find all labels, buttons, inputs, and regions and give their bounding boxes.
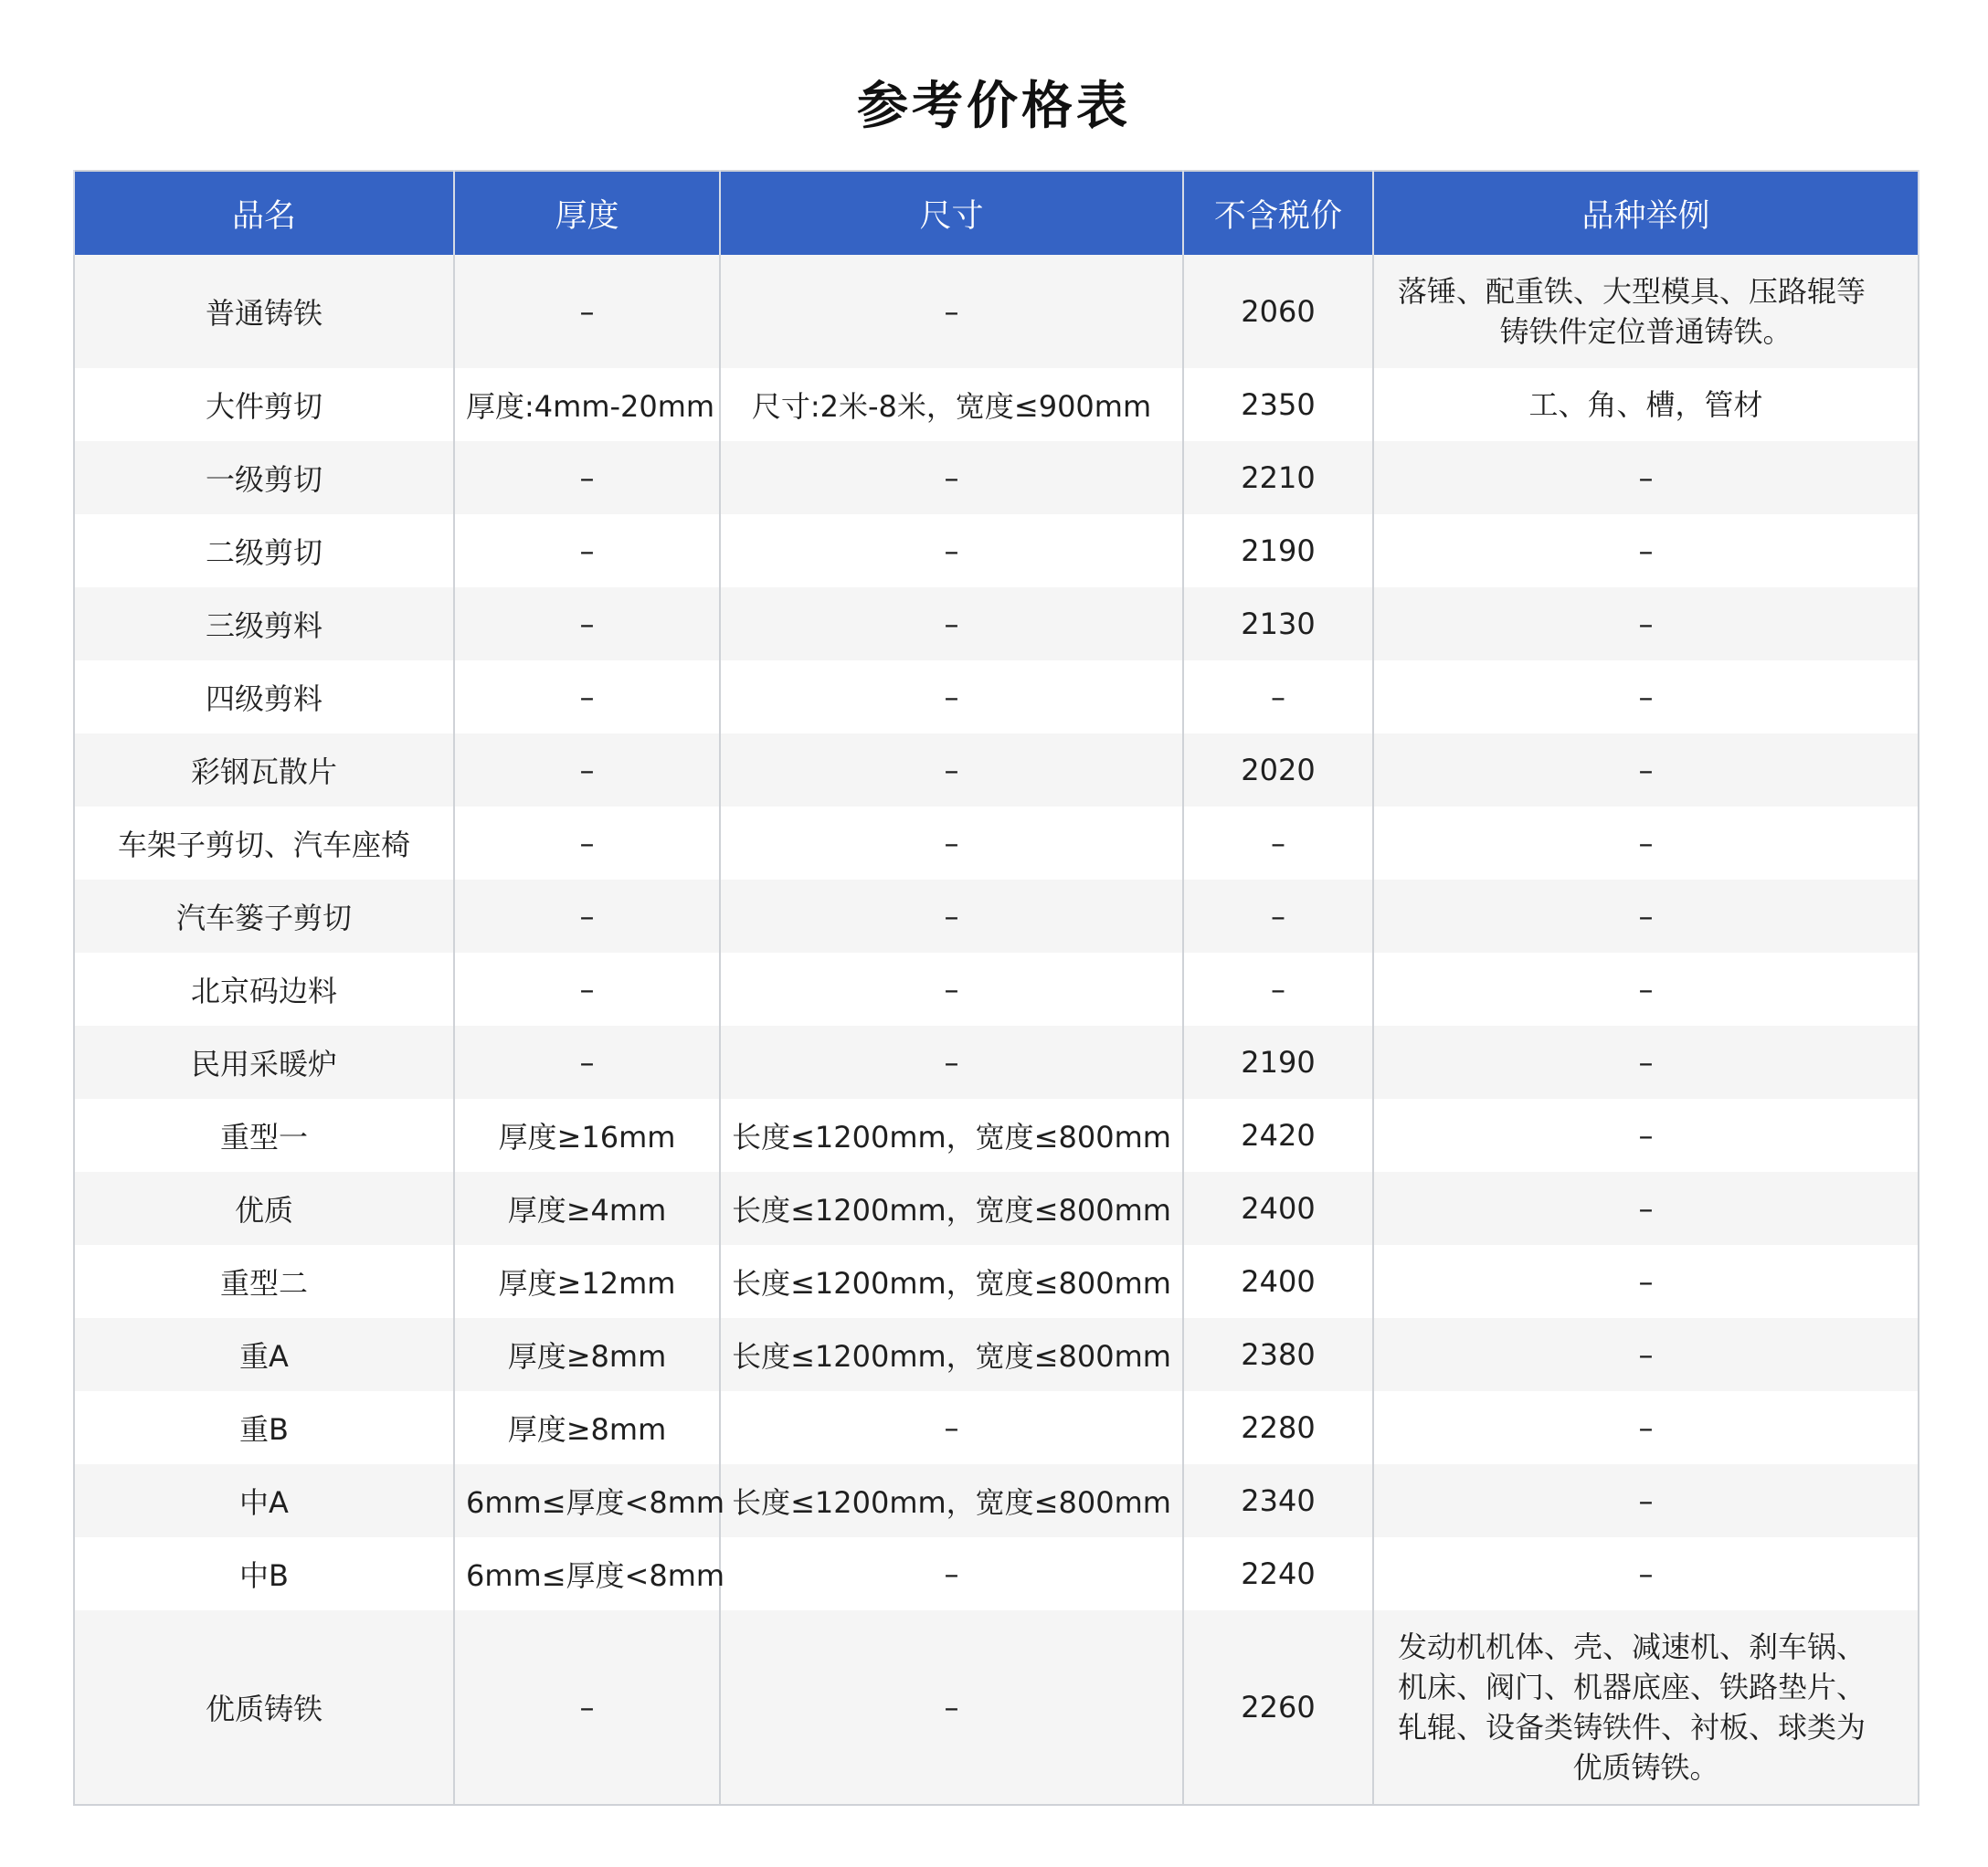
cell-examples: – (1373, 880, 1919, 953)
cell-thickness: – (454, 880, 720, 953)
cell-price: 2190 (1183, 514, 1373, 587)
cell-price: 2420 (1183, 1099, 1373, 1172)
cell-product-name: 优质铸铁 (74, 1610, 454, 1805)
cell-examples: – (1373, 807, 1919, 880)
cell-examples: – (1373, 1464, 1919, 1537)
cell-examples: 工、角、槽，管材 (1373, 368, 1919, 441)
cell-price: – (1183, 807, 1373, 880)
cell-thickness: – (454, 1610, 720, 1805)
header-product-name: 品名 (74, 171, 454, 255)
cell-thickness: 厚度≥12mm (454, 1245, 720, 1318)
cell-thickness: – (454, 441, 720, 514)
cell-product-name: 彩钢瓦散片 (74, 733, 454, 807)
table-row (74, 733, 1919, 807)
cell-size: 长度≤1200mm，宽度≤800mm (720, 1172, 1183, 1245)
cell-size: 长度≤1200mm，宽度≤800mm (720, 1099, 1183, 1172)
cell-examples: – (1373, 660, 1919, 733)
cell-thickness: 厚度≥4mm (454, 1172, 720, 1245)
cell-thickness: 6mm≤厚度<8mm (454, 1464, 720, 1537)
cell-product-name: 重B (74, 1391, 454, 1464)
cell-thickness: – (454, 660, 720, 733)
cell-product-name: 中B (74, 1537, 454, 1610)
cell-size: – (720, 1391, 1183, 1464)
cell-product-name: 中A (74, 1464, 454, 1537)
cell-size: – (720, 441, 1183, 514)
cell-product-name: 三级剪料 (74, 587, 454, 660)
cell-thickness: 厚度≥16mm (454, 1099, 720, 1172)
table-row (74, 441, 1919, 514)
cell-examples: – (1373, 441, 1919, 514)
table-row (74, 1245, 1919, 1318)
cell-price: 2130 (1183, 587, 1373, 660)
cell-examples: – (1373, 1537, 1919, 1610)
cell-thickness: – (454, 1026, 720, 1099)
table-row (74, 587, 1919, 660)
cell-price: 2210 (1183, 441, 1373, 514)
cell-product-name: 重型一 (74, 1099, 454, 1172)
header-price-excl-tax: 不含税价 (1183, 171, 1373, 255)
table-row (74, 660, 1919, 733)
cell-thickness: 厚度≥8mm (454, 1318, 720, 1391)
cell-size: – (720, 514, 1183, 587)
header-examples: 品种举例 (1373, 171, 1919, 255)
cell-price: 2060 (1183, 255, 1373, 368)
cell-price: 2340 (1183, 1464, 1373, 1537)
table-row (74, 807, 1919, 880)
table-row (74, 1172, 1919, 1245)
cell-thickness: – (454, 733, 720, 807)
cell-price: 2380 (1183, 1318, 1373, 1391)
cell-thickness: – (454, 807, 720, 880)
table-row (74, 1099, 1919, 1172)
cell-product-name: 汽车篓子剪切 (74, 880, 454, 953)
cell-size: 长度≤1200mm，宽度≤800mm (720, 1464, 1183, 1537)
cell-thickness: 6mm≤厚度<8mm (454, 1537, 720, 1610)
cell-product-name: 一级剪切 (74, 441, 454, 514)
cell-price: 2280 (1183, 1391, 1373, 1464)
cell-examples: 发动机机体、壳、减速机、刹车锅、机床、阀门、机器底座、铁路垫片、轧辊、设备类铸铁件、衬板、球类为优质铸铁。 (1373, 1610, 1919, 1805)
cell-examples: – (1373, 1099, 1919, 1172)
cell-price: 2260 (1183, 1610, 1373, 1805)
cell-product-name: 二级剪切 (74, 514, 454, 587)
cell-examples: 落锤、配重铁、大型模具、压路辊等铸铁件定位普通铸铁。 (1373, 255, 1919, 368)
table-row (74, 1537, 1919, 1610)
cell-product-name: 北京码边料 (74, 953, 454, 1026)
cell-examples: – (1373, 587, 1919, 660)
cell-size: 长度≤1200mm，宽度≤800mm (720, 1318, 1183, 1391)
cell-size: – (720, 1610, 1183, 1805)
table-row (74, 953, 1919, 1026)
cell-price: 2190 (1183, 1026, 1373, 1099)
cell-size: – (720, 1026, 1183, 1099)
cell-examples: – (1373, 1026, 1919, 1099)
cell-product-name: 四级剪料 (74, 660, 454, 733)
table-row (74, 1464, 1919, 1537)
cell-size: – (720, 880, 1183, 953)
table-row (74, 368, 1919, 441)
cell-price: – (1183, 953, 1373, 1026)
header-thickness: 厚度 (454, 171, 720, 255)
cell-product-name: 车架子剪切、汽车座椅 (74, 807, 454, 880)
table-header-row (74, 171, 1919, 255)
table-row (74, 1318, 1919, 1391)
cell-examples: – (1373, 1172, 1919, 1245)
cell-size: 尺寸:2米-8米，宽度≤900mm (720, 368, 1183, 441)
cell-price: – (1183, 660, 1373, 733)
cell-examples: – (1373, 1318, 1919, 1391)
cell-examples: – (1373, 953, 1919, 1026)
cell-price: 2240 (1183, 1537, 1373, 1610)
cell-product-name: 优质 (74, 1172, 454, 1245)
cell-thickness: – (454, 255, 720, 368)
cell-thickness: 厚度≥8mm (454, 1391, 720, 1464)
cell-size: – (720, 953, 1183, 1026)
cell-price: 2350 (1183, 368, 1373, 441)
table-row (74, 1610, 1919, 1805)
cell-price: – (1183, 880, 1373, 953)
cell-examples: – (1373, 514, 1919, 587)
page-title: 参考价格表 (857, 77, 1131, 136)
cell-size: – (720, 733, 1183, 807)
cell-size: – (720, 660, 1183, 733)
table-row (74, 880, 1919, 953)
table-row (74, 514, 1919, 587)
cell-size: – (720, 807, 1183, 880)
cell-size: 长度≤1200mm，宽度≤800mm (720, 1245, 1183, 1318)
header-size: 尺寸 (720, 171, 1183, 255)
cell-product-name: 重型二 (74, 1245, 454, 1318)
table-row (74, 255, 1919, 368)
cell-size: – (720, 587, 1183, 660)
cell-thickness: – (454, 953, 720, 1026)
table-row (74, 1391, 1919, 1464)
cell-thickness: – (454, 514, 720, 587)
cell-thickness: 厚度:4mm-20mm (454, 368, 720, 441)
cell-examples: – (1373, 1391, 1919, 1464)
table-row (74, 1026, 1919, 1099)
cell-price: 2400 (1183, 1245, 1373, 1318)
cell-price: 2020 (1183, 733, 1373, 807)
cell-product-name: 重A (74, 1318, 454, 1391)
cell-product-name: 普通铸铁 (74, 255, 454, 368)
price-table (73, 170, 1919, 1806)
cell-examples: – (1373, 733, 1919, 807)
cell-size: – (720, 255, 1183, 368)
cell-size: – (720, 1537, 1183, 1610)
cell-product-name: 大件剪切 (74, 368, 454, 441)
cell-price: 2400 (1183, 1172, 1373, 1245)
cell-product-name: 民用采暖炉 (74, 1026, 454, 1099)
cell-thickness: – (454, 587, 720, 660)
cell-examples: – (1373, 1245, 1919, 1318)
